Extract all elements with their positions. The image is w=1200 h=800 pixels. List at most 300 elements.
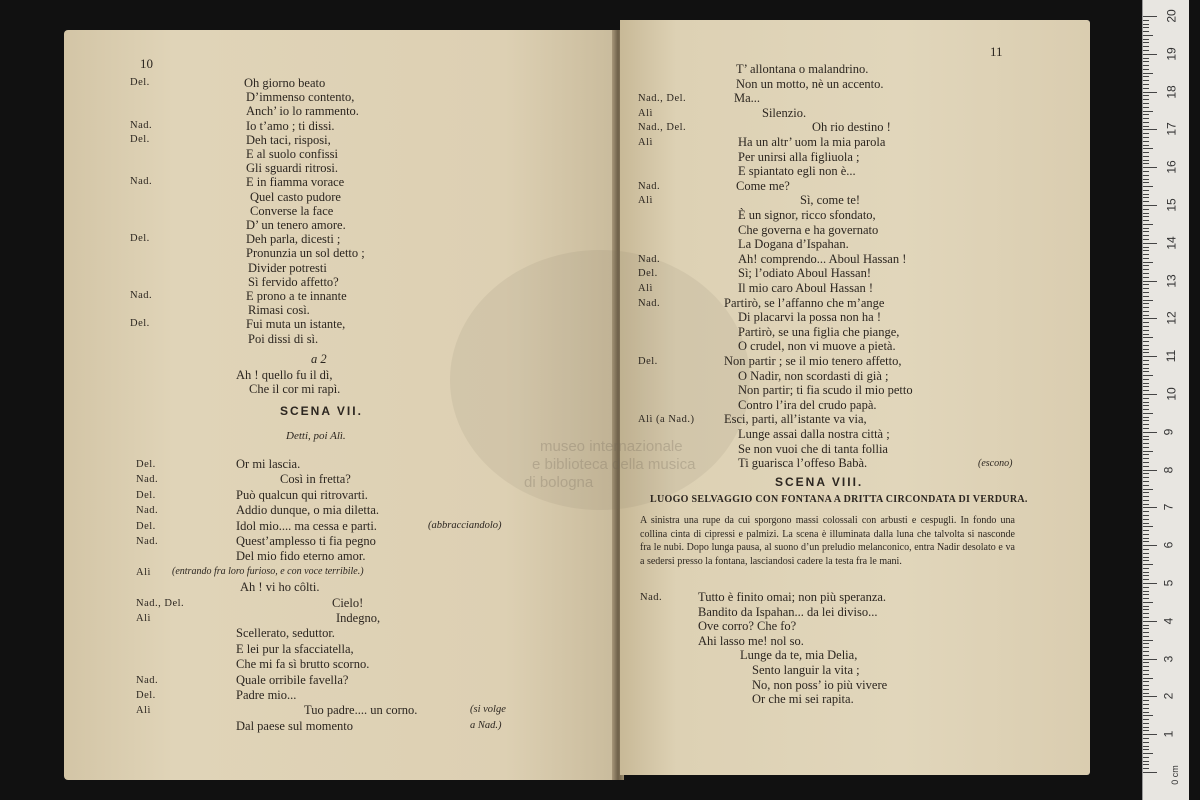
ruler-tick xyxy=(1143,250,1149,251)
ruler-number: 1 xyxy=(1161,730,1176,738)
ruler-tick xyxy=(1143,265,1149,266)
ruler-tick xyxy=(1143,152,1149,153)
ruler-tick xyxy=(1143,496,1149,497)
ruler-tick xyxy=(1143,247,1149,248)
ruler-tick xyxy=(1143,568,1149,569)
ruler-tick xyxy=(1143,447,1149,448)
verse-line: Converse la face xyxy=(250,203,334,218)
ruler-tick xyxy=(1143,583,1157,584)
verse-line: Silenzio. xyxy=(762,105,807,120)
ruler-tick xyxy=(1143,738,1149,739)
ruler-number: 18 xyxy=(1164,84,1179,99)
ruler-tick xyxy=(1143,383,1149,384)
ruler-tick xyxy=(1143,129,1157,130)
speaker-label: Nad. xyxy=(130,290,153,301)
ruler-tick xyxy=(1143,205,1157,206)
ruler-tick xyxy=(1143,746,1149,747)
ruler-tick xyxy=(1143,103,1149,104)
verse-line: Ah ! vi ho côlti. xyxy=(240,580,320,595)
speaker-label: Del. xyxy=(638,268,658,280)
ruler-unit: 0 cm xyxy=(1169,765,1180,785)
verse-line: Pronunzia un sol detto ; xyxy=(246,246,365,261)
speaker-label: Nad. xyxy=(638,297,661,309)
verse-line: Che il cor mi rapì. xyxy=(249,382,341,396)
ruler-number: 2 xyxy=(1161,693,1176,700)
ruler-tick xyxy=(1143,141,1149,142)
ruler-tick xyxy=(1143,50,1149,51)
ruler-tick xyxy=(1143,538,1149,539)
ruler-tick xyxy=(1143,473,1149,474)
ruler-tick xyxy=(1143,224,1153,225)
ruler-tick xyxy=(1143,432,1157,433)
ruler-tick xyxy=(1143,662,1149,663)
ruler-tick xyxy=(1143,356,1157,357)
ruler-number: 15 xyxy=(1164,198,1179,212)
ruler-tick xyxy=(1143,281,1157,282)
ruler-tick xyxy=(1143,42,1149,43)
ruler-tick xyxy=(1143,417,1149,418)
ruler-tick xyxy=(1143,708,1149,709)
ruler-tick xyxy=(1143,303,1149,304)
ruler-tick xyxy=(1143,122,1149,123)
ruler-tick xyxy=(1143,235,1149,236)
ruler-tick xyxy=(1143,727,1149,728)
ruler-tick xyxy=(1143,613,1149,614)
ruler-number: 11 xyxy=(1164,349,1179,363)
ruler-tick xyxy=(1143,575,1149,576)
verse-line: E in fiamma vorace xyxy=(246,175,345,190)
ruler-number: 19 xyxy=(1164,47,1179,61)
ruler-number: 9 xyxy=(1161,428,1176,436)
speaker-label: Alì xyxy=(638,195,653,207)
speaker-label: Nad., Del. xyxy=(136,597,185,609)
verse-line: Lunge assai dalla nostra città ; xyxy=(738,427,890,441)
verse-line: O Nadir, non scordasti di già ; xyxy=(738,368,889,383)
ruler-tick xyxy=(1143,719,1149,720)
verse-line: Così in fretta? xyxy=(280,472,351,487)
ruler-tick xyxy=(1143,292,1149,293)
ruler-tick xyxy=(1143,379,1149,380)
verse-line: Tuo padre.... un corno. xyxy=(304,703,418,718)
stage-direction-paragraph: A sinistra una rupe da cui sporgono massi colossali con arbusti e cespugli. In fondo una collina cinta di cipressi e palmizi. La scena è illuminata dalla luna che talvolta si nasconde fra le nubi. Dopo lunga pausa, al suono d’un preludio melanconico, entra Nadir desolato e va a sedersi presso la fontana, lasciandosi cadere la testa fra le mani. xyxy=(640,515,1015,567)
ruler-tick xyxy=(1143,602,1153,603)
verse-line: Scellerato, seduttor. xyxy=(236,626,335,641)
ruler-tick xyxy=(1143,530,1149,531)
ruler-tick xyxy=(1143,137,1149,138)
ruler-tick xyxy=(1143,307,1149,308)
ruler-tick xyxy=(1143,107,1149,108)
ruler-tick xyxy=(1143,197,1149,198)
scene-title: SCENA VII. xyxy=(280,404,363,418)
ruler-tick xyxy=(1143,693,1149,694)
ruler-tick xyxy=(1143,700,1149,701)
ruler-tick xyxy=(1143,16,1157,17)
ruler-tick xyxy=(1143,666,1149,667)
speaker-label: Nad., Del. xyxy=(638,93,687,105)
ruler-tick xyxy=(1143,549,1149,550)
ruler-tick xyxy=(1143,436,1149,437)
ruler-tick xyxy=(1143,20,1149,21)
ruler-tick xyxy=(1143,594,1149,595)
ruler-tick xyxy=(1143,545,1157,546)
ruler-tick xyxy=(1143,171,1149,172)
verse-line: Quel casto pudore xyxy=(250,189,341,204)
ruler-tick xyxy=(1143,254,1149,255)
verse-line: Può qualcun qui ritrovarti. xyxy=(236,487,368,502)
ruler-tick xyxy=(1143,772,1157,773)
speaker-label: Nad. xyxy=(640,592,663,603)
watermark-text: e biblioteca della musica xyxy=(532,456,696,473)
ruler-tick xyxy=(1143,636,1149,637)
ruler-tick xyxy=(1143,523,1149,524)
ruler-tick xyxy=(1143,220,1149,221)
ruler-tick xyxy=(1143,507,1157,508)
ruler-tick xyxy=(1143,715,1153,716)
ruler-tick xyxy=(1143,564,1153,565)
speaker-label: Del. xyxy=(136,489,156,501)
ruler-tick xyxy=(1143,27,1149,28)
ruler-tick xyxy=(1143,31,1149,32)
ruler-tick xyxy=(1143,413,1153,414)
speaker-label: Del. xyxy=(638,356,658,367)
verse-line: Ha un altr’ uom la mia parola xyxy=(738,135,886,149)
ruler-tick xyxy=(1143,678,1153,679)
page-number-left: 10 xyxy=(140,56,153,71)
verse-line: Ove corro? Che fo? xyxy=(698,619,797,634)
ruler-tick xyxy=(1143,190,1149,191)
verse-line: Sì, come te! xyxy=(800,193,861,208)
verse-line: Or mi lascia. xyxy=(236,457,301,471)
verse-line: Partirò, se una figlia che piange, xyxy=(738,324,900,339)
ruler-tick xyxy=(1143,519,1149,520)
ruler-tick xyxy=(1143,337,1153,338)
ruler-tick xyxy=(1143,228,1149,229)
ruler-tick xyxy=(1143,443,1149,444)
verse-line: Poi dissi di sì. xyxy=(248,331,319,346)
ruler-tick xyxy=(1143,557,1149,558)
verse-line: Sì fervido affetto? xyxy=(248,274,339,289)
verse-line: Bandito da Ispahan... da lei diviso... xyxy=(698,604,878,619)
ruler-tick xyxy=(1143,167,1157,168)
ruler-tick xyxy=(1143,148,1153,149)
ruler-tick xyxy=(1143,730,1149,731)
ruler-tick xyxy=(1143,39,1149,40)
speaker-label: Alì xyxy=(136,613,151,624)
ruler-tick xyxy=(1143,749,1149,750)
ruler-tick xyxy=(1143,118,1149,119)
watermark-text: di bologna xyxy=(524,474,594,491)
measuring-ruler xyxy=(1142,0,1189,800)
verse-line: Che governa e ha governato xyxy=(738,222,879,237)
ruler-tick xyxy=(1143,160,1149,161)
ruler-tick xyxy=(1143,213,1149,214)
verse-line: E prono a te innante xyxy=(246,289,347,303)
verse-line: Anch’ io lo rammento. xyxy=(246,104,359,119)
ruler-tick xyxy=(1143,360,1149,361)
verse-line: Per unirsi alla figliuola ; xyxy=(738,149,860,164)
verse-line: E lei pur la sfacciatella, xyxy=(236,641,354,656)
speaker-label: Del. xyxy=(130,133,150,145)
verse-line: Di placarvi la possa non ha ! xyxy=(738,310,882,325)
ruler-tick xyxy=(1143,402,1149,403)
ruler-tick xyxy=(1143,371,1149,372)
scene-title: SCENA VIII. xyxy=(775,475,864,489)
ruler-tick xyxy=(1143,398,1149,399)
ruler-tick xyxy=(1143,156,1149,157)
ruler-tick xyxy=(1143,500,1149,501)
verse-line: Or che mi sei rapita. xyxy=(752,692,854,707)
ruler-tick xyxy=(1143,420,1149,421)
ruler-tick xyxy=(1143,655,1149,656)
verse-line: Addio dunque, o mia diletta. xyxy=(236,503,380,518)
ruler-tick xyxy=(1143,651,1149,652)
ruler-tick xyxy=(1143,35,1153,36)
ruler-number: 4 xyxy=(1161,617,1176,625)
verse-line: Padre mio... xyxy=(236,688,297,702)
stage-direction: (abbracciandolo) xyxy=(428,519,502,531)
verse-line: Partirò, se l’affanno che m’ange xyxy=(724,295,885,310)
ruler-tick xyxy=(1143,277,1149,278)
verse-line: T’ allontana o malandrino. xyxy=(736,62,869,76)
verse-line: Non un motto, nè un accento. xyxy=(736,76,884,91)
ruler-tick xyxy=(1143,209,1149,210)
speaker-label: Del. xyxy=(130,77,150,88)
verse-line: Cielo! xyxy=(332,595,364,610)
ruler-tick xyxy=(1143,659,1157,660)
ruler-tick xyxy=(1143,734,1157,735)
verse-line: Idol mio.... ma cessa e parti. xyxy=(236,518,377,533)
ruler-tick xyxy=(1143,334,1149,335)
ruler-tick xyxy=(1143,591,1149,592)
ruler-tick xyxy=(1143,458,1149,459)
ruler-tick xyxy=(1143,504,1149,505)
ruler-tick xyxy=(1143,681,1149,682)
ruler-tick xyxy=(1143,386,1149,387)
ruler-tick xyxy=(1143,349,1149,350)
ruler-tick xyxy=(1143,69,1149,70)
ruler-tick xyxy=(1143,114,1149,115)
verse-line: Tutto è finito omai; non più speranza. xyxy=(698,590,887,604)
ruler-tick xyxy=(1143,186,1153,187)
ruler-tick xyxy=(1143,390,1149,391)
speaker-label: Nad. xyxy=(136,536,159,547)
verse-line: Contro l’ira del crudo papà. xyxy=(738,397,877,412)
ruler-tick xyxy=(1143,643,1149,644)
ruler-tick xyxy=(1143,572,1149,573)
ruler-tick xyxy=(1143,640,1153,641)
speaker-label: Nad. xyxy=(136,505,159,517)
ruler-tick xyxy=(1143,560,1149,561)
page-number-right: 11 xyxy=(990,44,1003,59)
ruler-tick xyxy=(1143,674,1149,675)
speaker-label: Alì xyxy=(638,107,653,119)
ruler-tick xyxy=(1143,621,1157,622)
ruler-tick xyxy=(1143,462,1149,463)
speaker-label: Nad. xyxy=(638,253,661,265)
ruler-tick xyxy=(1143,670,1149,671)
ruler-tick xyxy=(1143,111,1153,112)
verse-line: No, non poss’ io più vivere xyxy=(752,677,888,692)
speaker-label: Del. xyxy=(136,690,156,701)
ruler-tick xyxy=(1143,84,1149,85)
ruler-number: 10 xyxy=(1164,387,1179,401)
verse-line: Il mio caro Aboul Hassan ! xyxy=(738,281,874,295)
ruler-tick xyxy=(1143,258,1149,259)
ruler-number: 7 xyxy=(1161,504,1176,511)
ruler-tick xyxy=(1143,768,1149,769)
verse-line: E spiantato egli non è... xyxy=(738,164,856,179)
ruler-tick xyxy=(1143,182,1149,183)
verse-line: E al suolo confissi xyxy=(246,147,339,161)
ruler-tick xyxy=(1143,526,1153,527)
speaker-label: Nad. xyxy=(130,119,153,131)
ruler-tick xyxy=(1143,689,1149,690)
ruler-tick xyxy=(1143,364,1149,365)
ruler-tick xyxy=(1143,466,1149,467)
verse-line: Deh taci, risposi, xyxy=(246,132,331,147)
ruler-tick xyxy=(1143,553,1149,554)
ruler-number: 12 xyxy=(1164,311,1179,326)
ruler-tick xyxy=(1143,470,1157,471)
speaker-label: Alì xyxy=(136,566,151,578)
verse-line: Come me? xyxy=(736,178,790,193)
watermark-text: museo internazionale xyxy=(540,438,683,455)
ruler-tick xyxy=(1143,757,1149,758)
verse-line: È un signor, ricco sfondato, xyxy=(738,208,876,222)
a2-marker: a 2 xyxy=(311,351,327,366)
ruler-tick xyxy=(1143,80,1149,81)
speaker-label: Del. xyxy=(136,459,156,470)
ruler-tick xyxy=(1143,311,1149,312)
verse-line: Indegno, xyxy=(336,611,381,625)
ruler-tick xyxy=(1143,76,1149,77)
ruler-tick xyxy=(1143,288,1149,289)
ruler-number: 13 xyxy=(1164,273,1179,288)
verse-line: La Dogana d’Ispahan. xyxy=(738,237,849,252)
verse-line: Non partir; ti fia scudo il mio petto xyxy=(738,383,913,398)
ruler-tick xyxy=(1143,300,1153,301)
ruler-number: 3 xyxy=(1161,655,1176,662)
verse-line: Fui muta un istante, xyxy=(246,317,346,332)
ruler-tick xyxy=(1143,54,1157,55)
ruler-tick xyxy=(1143,647,1149,648)
speaker-label: Nad. xyxy=(136,674,159,686)
ruler-tick xyxy=(1143,92,1157,93)
ruler-number: 17 xyxy=(1164,122,1179,137)
ruler-tick xyxy=(1143,73,1153,74)
verse-line: Ah ! quello fu il dì, xyxy=(236,367,333,382)
ruler-tick xyxy=(1143,428,1149,429)
speaker-label: Nad. xyxy=(638,180,661,192)
ruler-tick xyxy=(1143,617,1149,618)
verse-line: Deh parla, dicesti ; xyxy=(246,232,341,247)
speaker-label: Nad. xyxy=(136,474,159,486)
ruler-tick xyxy=(1143,99,1149,100)
ruler-tick xyxy=(1143,685,1149,686)
ruler-tick xyxy=(1143,628,1149,629)
verse-line: Quest’amplesso ti fia pegno xyxy=(236,534,376,548)
ruler-tick xyxy=(1143,163,1149,164)
ruler-tick xyxy=(1143,409,1149,410)
ruler-number: 16 xyxy=(1164,160,1179,174)
verse-line: Del mio fido eterno amor. xyxy=(236,549,366,564)
ruler-tick xyxy=(1143,587,1149,588)
ruler-tick xyxy=(1143,273,1149,274)
speaker-label: Alì xyxy=(136,705,151,717)
ruler-tick xyxy=(1143,216,1149,217)
ruler-tick xyxy=(1143,145,1149,146)
ruler-tick xyxy=(1143,764,1149,765)
verse-line: Ma... xyxy=(734,91,761,106)
verse-line: O crudel, non vi muove a pietà. xyxy=(738,339,896,354)
verse-line: Che mi fa sì brutto scorno. xyxy=(236,657,370,672)
scene-heading: LUOGO SELVAGGIO CON FONTANA A DRITTA CIRCONDATA DI VERDURA. xyxy=(650,494,1028,505)
ruler-tick xyxy=(1143,742,1149,743)
speaker-label: Del. xyxy=(130,318,150,330)
ruler-tick xyxy=(1143,58,1149,59)
speaker-label: Nad. xyxy=(130,176,153,188)
ruler-tick xyxy=(1143,481,1149,482)
verse-line: Lunge da te, mia Delia, xyxy=(740,648,858,663)
ruler-tick xyxy=(1143,318,1157,319)
stage-direction: a Nad.) xyxy=(470,719,502,731)
ruler-tick xyxy=(1143,632,1149,633)
ruler-tick xyxy=(1143,95,1149,96)
ruler-tick xyxy=(1143,296,1149,297)
ruler-tick xyxy=(1143,65,1149,66)
verse-line: Ah! comprendo... Aboul Hassan ! xyxy=(738,251,907,266)
speaker-label: Alì xyxy=(638,283,653,294)
ruler-tick xyxy=(1143,201,1149,202)
ruler-tick xyxy=(1143,606,1149,607)
ruler-tick xyxy=(1143,231,1149,232)
ruler-number: 20 xyxy=(1164,9,1179,23)
ruler-tick xyxy=(1143,541,1149,542)
verse-line: Oh rio destino ! xyxy=(812,120,891,135)
ruler-tick xyxy=(1143,753,1153,754)
ruler-number: 5 xyxy=(1161,579,1176,587)
ruler-tick xyxy=(1143,330,1149,331)
ruler-tick xyxy=(1143,579,1149,580)
ruler-tick xyxy=(1143,375,1153,376)
verse-line: Io t’amo ; ti dissi. xyxy=(246,118,335,133)
verse-line: Esci, parti, all’istante va via, xyxy=(724,412,867,427)
ruler-tick xyxy=(1143,341,1149,342)
ruler-tick xyxy=(1143,489,1153,490)
ruler-number: 14 xyxy=(1164,236,1179,250)
ruler-tick xyxy=(1143,439,1149,440)
ruler-tick xyxy=(1143,326,1149,327)
ruler-tick xyxy=(1143,88,1149,89)
ruler-tick xyxy=(1143,704,1149,705)
ruler-tick xyxy=(1143,477,1149,478)
ruler-tick xyxy=(1143,269,1149,270)
speaker-label: Del. xyxy=(130,233,150,245)
ruler-tick xyxy=(1143,761,1149,762)
verse-line: Non partir ; se il mio tenero affetto, xyxy=(724,354,902,368)
verse-line: Se non vuoi che di tanta follia xyxy=(738,441,888,456)
ruler-tick xyxy=(1143,126,1149,127)
ruler-tick xyxy=(1143,534,1149,535)
ruler-tick xyxy=(1143,24,1149,25)
verse-line: Rimasi così. xyxy=(248,303,310,318)
ruler-tick xyxy=(1143,609,1149,610)
speaker-label: Alì xyxy=(638,137,653,148)
verse-line: D’ un tenero amore. xyxy=(246,218,346,232)
ruler-tick xyxy=(1143,175,1149,176)
ruler-tick xyxy=(1143,239,1149,240)
ruler-number: 8 xyxy=(1161,466,1176,473)
